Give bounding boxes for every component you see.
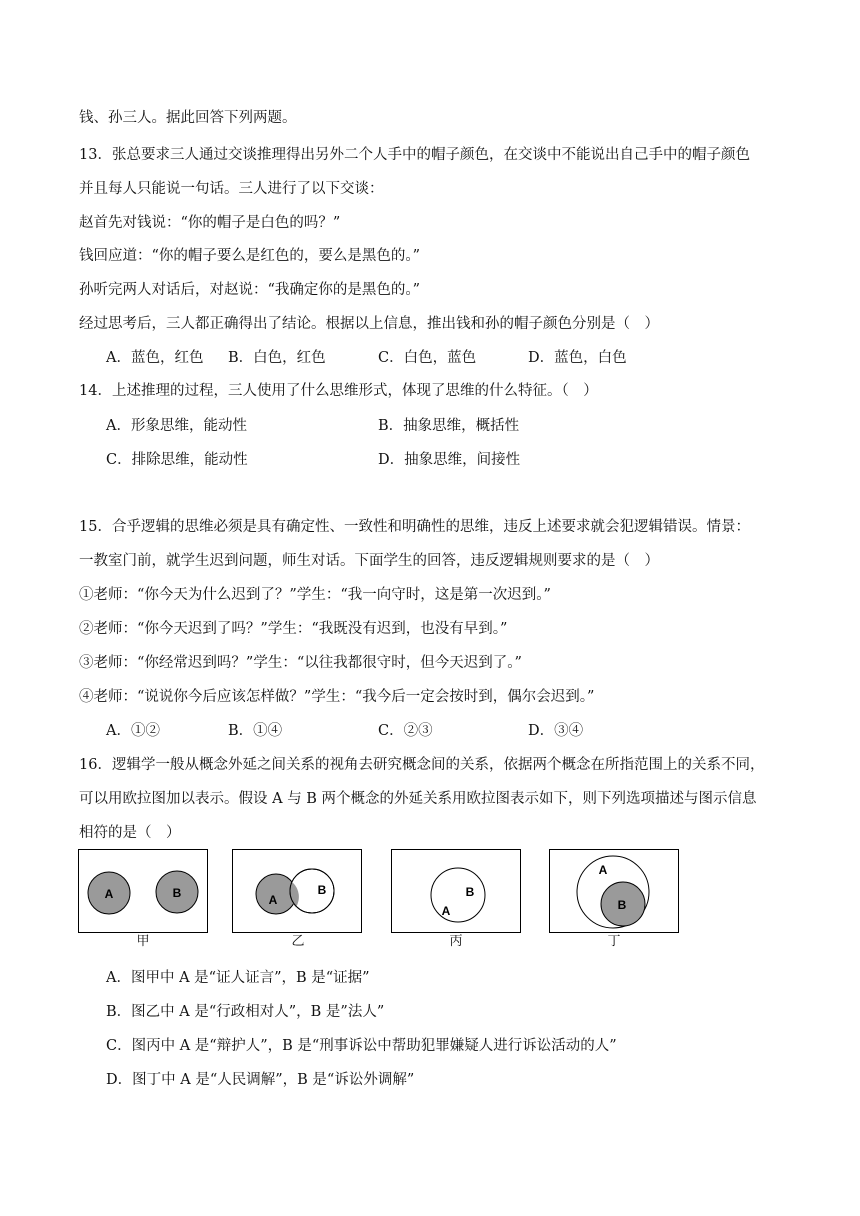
q16-stem-line-1: 16．逻辑学一般从概念外延之间关系的视角去研究概念间的关系，依据两个概念在所指范围上的关系不同， bbox=[79, 757, 765, 773]
euler-diagram-jia bbox=[78, 849, 208, 933]
q15-item-2: ②老师：“你今天迟到了吗？”学生：“我既没有迟到，也没有早到。” bbox=[79, 621, 508, 637]
q15-item-1: ①老师：“你今天为什么迟到了？”学生：“我一向守时，这是第一次迟到。” bbox=[79, 587, 551, 603]
circle-ab bbox=[431, 868, 485, 922]
q16-option-b[interactable]: B．图乙中 A 是“行政相对人”，B 是”法人” bbox=[106, 1004, 385, 1020]
intro-text: 钱、孙三人。据此回答下列两题。 bbox=[79, 110, 297, 126]
label-b: B bbox=[465, 885, 475, 899]
q14-option-b[interactable]: B．抽象思维，概括性 bbox=[378, 418, 520, 434]
label-a: A bbox=[441, 904, 451, 918]
label-a: A bbox=[104, 887, 114, 901]
q15-item-4: ④老师：“说说你今后应该怎样做？”学生：“我今后一定会按时到，偶尔会迟到。” bbox=[79, 689, 595, 705]
label-a: A bbox=[268, 893, 278, 907]
q13-stem-line-2: 并且每人只能说一句话。三人进行了以下交谈： bbox=[79, 181, 384, 197]
q16-stem-line-2: 可以用欧拉图加以表示。假设 A 与 B 两个概念的外延关系用欧拉图表示如下，则下列选项描述与图示信息 bbox=[79, 791, 757, 807]
q15-item-3: ③老师：“你经常迟到吗？”学生：“以往我都很守时，但今天迟到了。” bbox=[79, 655, 522, 671]
q15-option-d[interactable]: D．③④ bbox=[528, 723, 584, 739]
q13-question: 经过思考后，三人都正确得出了结论。根据以上信息，推出钱和孙的帽子颜色分别是（ ） bbox=[79, 316, 659, 332]
q15-option-a[interactable]: A．①② bbox=[106, 723, 160, 739]
q13-dialog-3: 孙听完两人对话后，对赵说：“我确定你的是黑色的。” bbox=[79, 282, 421, 298]
caption-bing: 丙 bbox=[449, 934, 463, 949]
q13-dialog-1: 赵首先对钱说：“你的帽子是白色的吗？” bbox=[79, 215, 341, 231]
q15-stem-line-2: 一教室门前，就学生迟到问题，师生对话。下面学生的回答，违反逻辑规则要求的是（ ） bbox=[79, 553, 659, 569]
q13-dialog-2: 钱回应道：“你的帽子要么是红色的，要么是黑色的。” bbox=[79, 248, 421, 264]
caption-ding: 丁 bbox=[607, 934, 621, 949]
q14-option-c[interactable]: C．排除思维，能动性 bbox=[106, 452, 248, 468]
q16-stem-line-3: 相符的是（ ） bbox=[79, 825, 181, 841]
q15-option-b[interactable]: B．①④ bbox=[228, 723, 283, 739]
label-b: B bbox=[617, 898, 627, 912]
q16-option-d[interactable]: D．图丁中 A 是“人民调解”，B 是“诉讼外调解” bbox=[106, 1072, 415, 1088]
q13-option-c[interactable]: C．白色，蓝色 bbox=[378, 350, 477, 366]
q15-option-c[interactable]: C．②③ bbox=[378, 723, 433, 739]
caption-jia: 甲 bbox=[136, 934, 150, 949]
label-b: B bbox=[172, 886, 182, 900]
q14-stem: 14．上述推理的过程，三人使用了什么思维形式，体现了思维的什么特征。（ ） bbox=[79, 383, 598, 399]
euler-diagram-ding bbox=[549, 849, 679, 933]
q15-stem-line-1: 15．合乎逻辑的思维必须是具有确定性、一致性和明确性的思维，违反上述要求就会犯逻辑错误。情景： bbox=[79, 519, 750, 535]
euler-diagram-yi bbox=[232, 849, 362, 933]
q13-option-b[interactable]: B．白色，红色 bbox=[228, 350, 326, 366]
q13-option-a[interactable]: A．蓝色，红色 bbox=[106, 350, 204, 366]
q14-option-a[interactable]: A．形象思维，能动性 bbox=[106, 418, 247, 434]
euler-diagram-bing bbox=[391, 849, 521, 933]
q14-option-d[interactable]: D．抽象思维，间接性 bbox=[378, 452, 521, 468]
label-a: A bbox=[598, 863, 608, 877]
label-b: B bbox=[317, 883, 327, 897]
q13-stem-line-1: 13．张总要求三人通过交谈推理得出另外二个人手中的帽子颜色，在交谈中不能说出自己手中的帽子颜色 bbox=[79, 147, 750, 163]
q16-option-c[interactable]: C．图丙中 A 是“辩护人”，B 是“刑事诉讼中帮助犯罪嫌疑人进行诉讼活动的人” bbox=[106, 1038, 617, 1054]
caption-yi: 乙 bbox=[291, 934, 305, 949]
q16-option-a[interactable]: A．图甲中 A 是“证人证言”，B 是“证据” bbox=[106, 970, 370, 986]
q13-option-d[interactable]: D．蓝色，白色 bbox=[528, 350, 627, 366]
